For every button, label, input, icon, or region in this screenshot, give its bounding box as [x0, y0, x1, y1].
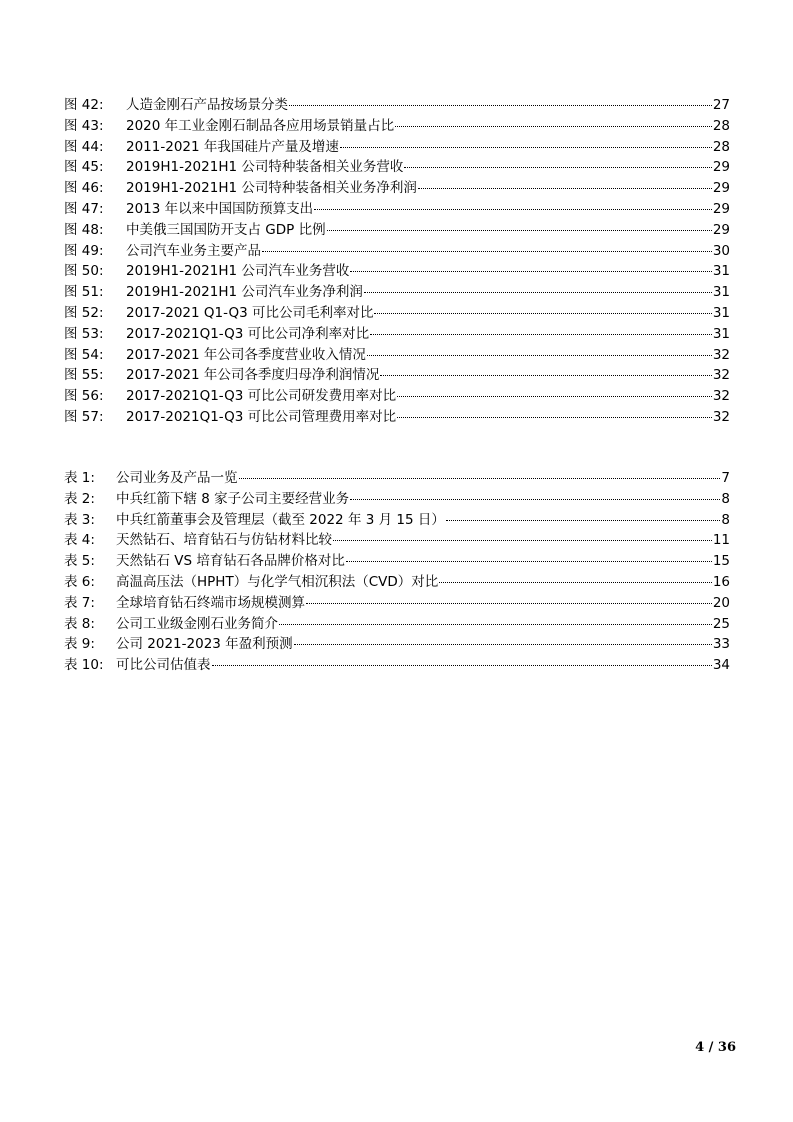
dot-leader	[314, 209, 712, 210]
figure-entry[interactable]	[64, 261, 730, 282]
figure-entry-title: 2019H1-2021H1 公司汽车业务营收	[126, 263, 350, 280]
table-entry-page-number: 25	[712, 615, 730, 632]
table-entry-label: 表 6:	[64, 573, 95, 590]
table-entry-title: 全球培育钻石终端市场规模测算	[116, 594, 305, 611]
figure-entry-label: 图 47:	[64, 200, 104, 217]
figure-entry-title: 2017-2021 Q1-Q3 可比公司毛利率对比	[126, 304, 374, 321]
figure-entry-page-number: 28	[712, 117, 730, 134]
figure-entry[interactable]	[64, 157, 730, 178]
figure-entry-page-number: 30	[712, 242, 730, 259]
figure-entry-page-number: 31	[712, 325, 730, 342]
dot-leader	[374, 313, 711, 314]
table-entry-page-number: 8	[721, 490, 730, 507]
table-entry-title: 公司 2021-2023 年盈利预测	[116, 636, 293, 653]
figure-entry-title: 2017-2021Q1-Q3 可比公司管理费用率对比	[126, 408, 397, 425]
dot-leader	[262, 251, 712, 252]
table-entry-page-number: 34	[712, 657, 730, 674]
table-entry-page-number: 15	[712, 553, 730, 570]
dot-leader	[397, 396, 712, 397]
dot-leader	[294, 644, 712, 645]
figure-entry-page-number: 29	[712, 221, 730, 238]
table-entry-label: 表 1:	[64, 470, 95, 486]
figure-entry-page-number: 32	[712, 408, 730, 425]
dot-leader	[446, 520, 721, 521]
dot-leader	[212, 665, 712, 666]
figure-entry-page-number: 32	[712, 346, 730, 363]
figure-entry-page-number: 31	[712, 304, 730, 321]
table-entry[interactable]	[64, 551, 730, 572]
figure-entry-page-number: 29	[712, 159, 730, 176]
table-entry-title: 公司工业级金刚石业务简介	[116, 615, 278, 632]
dot-leader	[239, 478, 721, 479]
figure-entry[interactable]	[64, 324, 730, 345]
dot-leader	[370, 334, 712, 335]
figure-entry-title: 2017-2021 年公司各季度归母净利润情况	[126, 367, 380, 384]
dot-leader	[367, 355, 712, 356]
table-entry-title: 中兵红箭董事会及管理层（截至 2022 年 3 月 15 日）	[116, 511, 445, 528]
table-entry-page-number: 33	[712, 636, 730, 653]
table-entry-title: 天然钻石 VS 培育钻石各品牌价格对比	[116, 553, 345, 570]
figure-entry-label: 图 44:	[64, 138, 104, 155]
table-entry-title: 天然钻石、培育钻石与仿钻材料比较	[116, 532, 332, 549]
table-list	[64, 468, 730, 676]
figure-entry-label: 图 46:	[64, 180, 104, 197]
figure-entry[interactable]	[64, 282, 730, 303]
dot-leader	[346, 561, 712, 562]
dot-leader	[340, 147, 712, 148]
table-entry-page-number: 7	[721, 470, 730, 486]
table-entry-label: 表 5:	[64, 553, 95, 570]
figure-entry[interactable]	[64, 178, 730, 199]
figure-entry[interactable]	[64, 241, 730, 262]
table-entry[interactable]	[64, 634, 730, 655]
table-entry[interactable]	[64, 468, 730, 489]
figure-entry-label: 图 55:	[64, 367, 104, 384]
table-entry-page-number: 8	[721, 511, 730, 528]
dot-leader	[350, 271, 711, 272]
table-entry[interactable]	[64, 593, 730, 614]
figure-entry-title: 2011-2021 年我国硅片产量及增速	[126, 138, 339, 155]
dot-leader	[289, 105, 712, 106]
figure-entry-label: 图 48:	[64, 221, 104, 238]
table-entry-title: 公司业务及产品一览	[116, 470, 238, 486]
figure-entry-label: 图 51:	[64, 284, 104, 301]
figure-entry-title: 公司汽车业务主要产品	[126, 242, 261, 259]
table-entry[interactable]	[64, 489, 730, 510]
dot-leader	[364, 292, 712, 293]
figure-entry-page-number: 32	[712, 367, 730, 384]
dot-leader	[333, 540, 712, 541]
figure-entry-title: 2017-2021Q1-Q3 可比公司研发费用率对比	[126, 388, 397, 405]
dot-leader	[418, 188, 712, 189]
figure-entry-title: 中美俄三国国防开支占 GDP 比例	[126, 221, 326, 238]
table-entry-title: 中兵红箭下辖 8 家子公司主要经营业务	[116, 490, 350, 507]
figure-entry-title: 2019H1-2021H1 公司特种装备相关业务营收	[126, 159, 404, 176]
figure-entry-label: 图 54:	[64, 346, 104, 363]
table-entry[interactable]	[64, 530, 730, 551]
figure-list	[64, 95, 730, 428]
page-number: 4 / 36	[695, 1040, 736, 1055]
figure-entry-page-number: 28	[712, 138, 730, 155]
dot-leader	[306, 603, 712, 604]
figure-entry[interactable]	[64, 365, 730, 386]
dot-leader	[439, 582, 712, 583]
figure-entry-title: 2020 年工业金刚石制品各应用场景销量占比	[126, 117, 395, 134]
figure-entry-label: 图 43:	[64, 117, 104, 134]
figure-entry-title: 2017-2021 年公司各季度营业收入情况	[126, 346, 366, 363]
table-entry[interactable]	[64, 655, 730, 676]
table-entry-title: 高温高压法（HPHT）与化学气相沉积法（CVD）对比	[116, 573, 439, 590]
figure-entry-title: 人造金刚石产品按场景分类	[126, 97, 288, 113]
dot-leader	[397, 417, 712, 418]
figure-entry-title: 2019H1-2021H1 公司特种装备相关业务净利润	[126, 180, 417, 197]
dot-leader	[279, 624, 712, 625]
figure-entry[interactable]	[64, 199, 730, 220]
table-entry-label: 表 8:	[64, 615, 95, 632]
table-entry-title: 可比公司估值表	[116, 657, 211, 674]
figure-entry[interactable]	[64, 345, 730, 366]
figure-entry-page-number: 31	[712, 263, 730, 280]
table-entry-label: 表 2:	[64, 490, 95, 507]
figure-entry-page-number: 32	[712, 388, 730, 405]
figure-entry-label: 图 56:	[64, 388, 104, 405]
figure-entry-title: 2019H1-2021H1 公司汽车业务净利润	[126, 284, 363, 301]
dot-leader	[350, 499, 720, 500]
dot-leader	[404, 167, 711, 168]
figure-entry[interactable]	[64, 137, 730, 158]
table-entry[interactable]	[64, 614, 730, 635]
figure-entry-label: 图 57:	[64, 408, 104, 425]
table-entry[interactable]	[64, 572, 730, 593]
figure-entry-title: 2013 年以来中国国防预算支出	[126, 200, 314, 217]
figure-entry[interactable]	[64, 116, 730, 137]
figure-entry-label: 图 50:	[64, 263, 104, 280]
figure-entry-page-number: 27	[712, 97, 730, 113]
figure-entry-label: 图 42:	[64, 97, 104, 113]
table-entry-page-number: 11	[712, 532, 730, 549]
dot-leader	[327, 230, 712, 231]
table-entry-label: 表 4:	[64, 532, 95, 549]
figure-entry[interactable]	[64, 220, 730, 241]
figure-entry-page-number: 31	[712, 284, 730, 301]
table-entry-label: 表 9:	[64, 636, 95, 653]
figure-entry[interactable]	[64, 303, 730, 324]
dot-leader	[380, 375, 711, 376]
figure-entry-label: 图 53:	[64, 325, 104, 342]
table-entry-page-number: 16	[712, 573, 730, 590]
figure-entry-label: 图 52:	[64, 304, 104, 321]
table-entry-page-number: 20	[712, 594, 730, 611]
dot-leader	[395, 126, 712, 127]
figure-entry-label: 图 49:	[64, 242, 104, 259]
figure-entry[interactable]	[64, 95, 730, 116]
figure-entry-label: 图 45:	[64, 159, 104, 176]
table-entry[interactable]	[64, 510, 730, 531]
figure-entry[interactable]	[64, 386, 730, 407]
table-entry-label: 表 7:	[64, 594, 95, 611]
figure-entry-title: 2017-2021Q1-Q3 可比公司净利率对比	[126, 325, 370, 342]
figure-entry[interactable]	[64, 407, 730, 428]
figure-entry-page-number: 29	[712, 180, 730, 197]
table-entry-label: 表 3:	[64, 511, 95, 528]
table-entry-label: 表 10:	[64, 657, 104, 674]
figure-entry-page-number: 29	[712, 200, 730, 217]
